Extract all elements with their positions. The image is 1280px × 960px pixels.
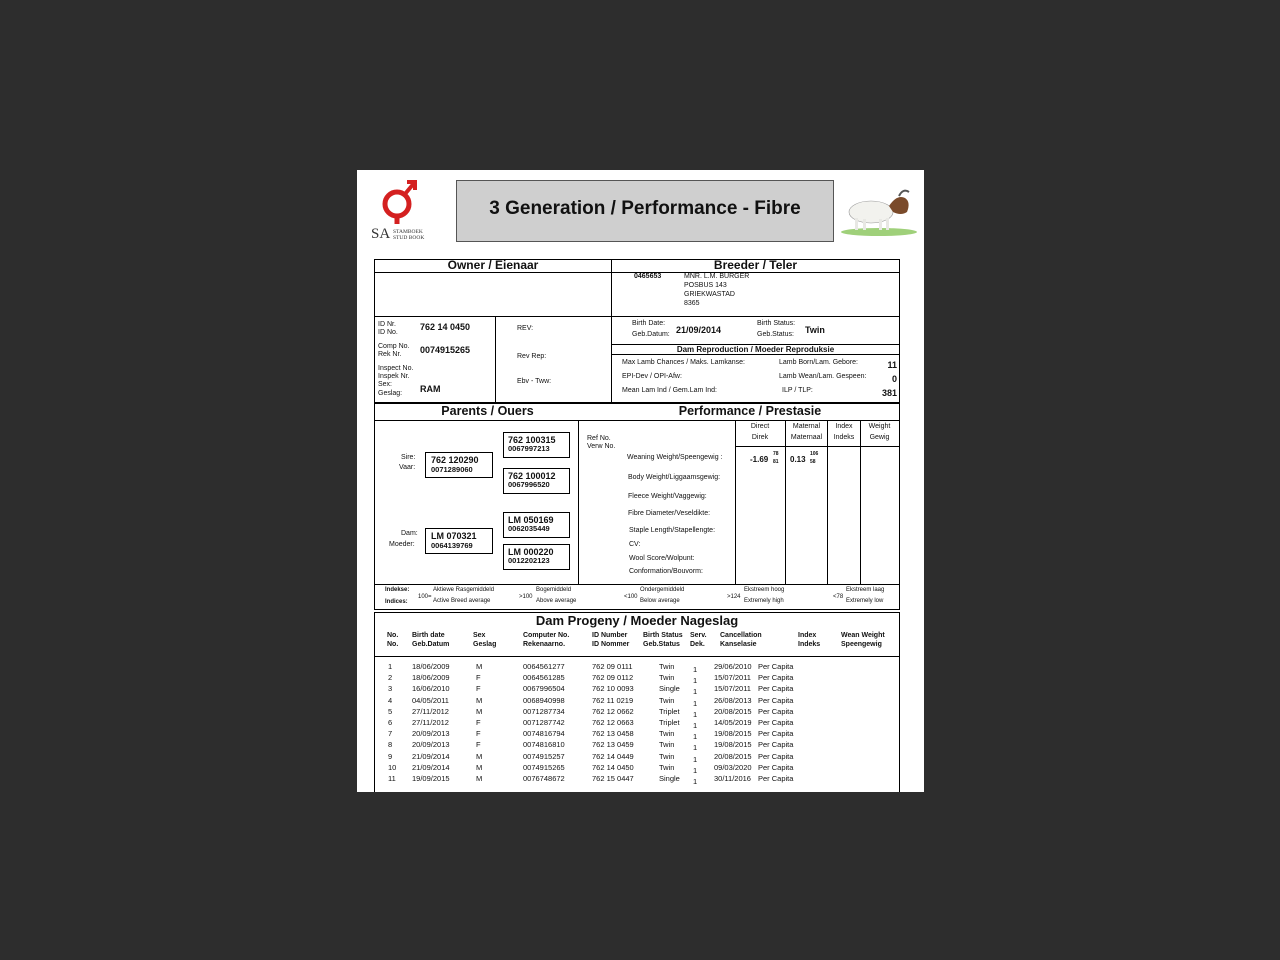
progeny-cancellation-date: 14/05/2019 <box>714 718 752 727</box>
progeny-id-number: 762 14 0450 <box>592 762 634 772</box>
parents-heading: Parents / Ouers <box>441 404 534 418</box>
progeny-birth-date: 04/05/2011 <box>412 695 449 705</box>
table-row <box>357 751 882 762</box>
legend-sym-0: 100= <box>418 594 432 600</box>
id-label1: ID Nr. <box>378 321 396 328</box>
col-serv: Serv. Dek. <box>690 632 707 648</box>
table-row <box>357 762 882 773</box>
progeny-sex: F <box>476 718 481 727</box>
legend-af-2: Ondergemiddeld <box>640 587 685 593</box>
progeny-no: 1 <box>388 662 393 671</box>
progeny-sex: M <box>476 751 483 761</box>
progeny-computer-no: 0074816810 <box>523 740 565 750</box>
progeny-cancellation-date: 09/03/2020 <box>714 762 752 772</box>
progeny-sex: F <box>476 684 481 694</box>
progeny-id-number: 762 11 0219 <box>592 695 634 705</box>
progeny-serv: 1 <box>693 765 698 775</box>
progeny-cancellation-reason: Per Capita <box>758 718 794 727</box>
col-index1: Index <box>835 423 853 430</box>
trait-fleece: Fleece Weight/Vaggewig: <box>628 493 707 500</box>
progeny-no: 5 <box>388 706 393 716</box>
legend-en-1: Above average <box>536 598 577 604</box>
birthdate-value: 21/09/2014 <box>676 325 722 335</box>
progeny-birth-date: 27/11/2012 <box>412 718 449 727</box>
progeny-cancellation-reason: Per Capita <box>758 684 794 694</box>
table-row <box>357 717 882 728</box>
col-weight1: Weight <box>868 423 891 430</box>
birthstatus-value: Twin <box>805 325 825 335</box>
trait-conformation: Conformation/Bouvorm: <box>629 568 703 575</box>
id-value: 762 14 0450 <box>420 322 471 332</box>
table-row <box>357 661 882 672</box>
progeny-id-number: 762 09 0112 <box>592 673 634 683</box>
title-box <box>456 180 834 242</box>
breeder-postcode: 8365 <box>684 300 700 307</box>
progeny-birth-date: 16/06/2010 <box>412 684 450 694</box>
legend-af-1: Bogemiddeld <box>536 587 572 593</box>
lamb-wean-value: 0 <box>891 374 897 384</box>
legend-en-3: Extremely high <box>744 598 784 604</box>
progeny-id-number: 762 13 0458 <box>592 729 634 739</box>
trait-wool: Wool Score/Wolpunt: <box>629 555 695 562</box>
progeny-cancellation-reason: Per Capita <box>758 706 794 716</box>
progeny-computer-no: 0064561277 <box>523 662 565 671</box>
progeny-sex: M <box>476 695 483 705</box>
progeny-serv: 1 <box>693 709 698 719</box>
progeny-birth-date: 18/06/2009 <box>412 673 450 683</box>
progeny-cancellation-date: 29/06/2010 <box>714 662 752 671</box>
sire-no: 0071289060 <box>431 465 473 474</box>
progeny-cancellation-date: 20/08/2015 <box>714 706 752 716</box>
progeny-cancellation-date: 20/08/2015 <box>714 751 752 761</box>
ref-label1: Ref No. <box>587 435 611 442</box>
col-sex: Sex Geslag <box>473 632 497 648</box>
progeny-cancellation-reason: Per Capita <box>758 662 794 671</box>
progeny-id-number: 762 13 0459 <box>592 740 634 750</box>
progeny-computer-no: 0071287742 <box>523 718 565 727</box>
progeny-no: 3 <box>388 684 393 694</box>
col-birthstatus: Birth Status Geb.Status <box>643 632 683 648</box>
progeny-no: 4 <box>388 695 393 705</box>
lamb-wean-label: Lamb Wean/Lam. Gespeen: <box>779 373 867 380</box>
trait-body: Body Weight/Liggaamsgewig: <box>628 474 721 481</box>
col-weight2: Gewig <box>869 434 890 441</box>
legend-en-2: Below average <box>640 598 680 604</box>
progeny-no: 6 <box>388 718 393 727</box>
trait-weaning: Weaning Weight/Speengewig : <box>627 454 723 461</box>
grandsire2-box <box>503 512 570 538</box>
logo-line1: STAMBOEK <box>393 229 423 235</box>
progeny-birth-date: 19/09/2015 <box>412 774 450 783</box>
progeny-heading: Dam Progeny / Moeder Nageslag <box>535 613 739 628</box>
table-row <box>357 695 882 706</box>
weaning-maternal: 0.13 <box>790 455 806 464</box>
progeny-computer-no: 0074915257 <box>523 751 565 761</box>
progeny-computer-no: 0074915265 <box>523 762 565 772</box>
legend-en-0: Active Breed average <box>433 598 491 604</box>
weaning-direct-sup2: 81 <box>773 459 779 465</box>
col-maternal1: Maternal <box>792 423 821 430</box>
comp-label2: Rek Nr. <box>378 351 402 358</box>
progeny-cancellation-reason: Per Capita <box>758 729 794 739</box>
legend-label2: Indices: <box>385 599 408 605</box>
certificate-page <box>357 170 924 792</box>
dam-repro-heading: Dam Reproduction / Moeder Reproduksie <box>676 345 835 354</box>
progeny-birth-status: Twin <box>659 762 675 772</box>
progeny-birth-status: Twin <box>659 740 675 750</box>
comp-label1: Comp No. <box>378 343 410 350</box>
logo-symbol-icon <box>379 180 419 224</box>
ref-label2: Verw No. <box>587 443 616 450</box>
weaning-maternal-sup1: 106 <box>810 451 819 457</box>
granddam1-id: 762 100012 <box>508 471 556 481</box>
progeny-sex: F <box>476 673 481 683</box>
grandsire1-id: 762 100315 <box>508 435 556 445</box>
weaning-direct-sup1: 78 <box>773 451 779 457</box>
progeny-birth-date: 21/09/2014 <box>412 762 450 772</box>
birthdate-label1: Birth Date: <box>632 320 666 327</box>
dam-label1: Dam: <box>401 530 418 537</box>
progeny-birth-status: Twin <box>659 662 675 671</box>
lamb-born-value: 11 <box>887 360 897 370</box>
col-birthdate: Birth date Geb.Datum <box>412 632 450 648</box>
legend-label1: Indekse: <box>385 587 410 593</box>
progeny-birth-date: 20/09/2013 <box>412 729 450 739</box>
ilp-label: ILP / TLP: <box>782 387 813 394</box>
owner-heading: Owner / Eienaar <box>447 258 539 272</box>
progeny-birth-status: Twin <box>659 751 675 761</box>
breeder-address1: POSBUS 143 <box>684 282 727 289</box>
legend-af-3: Ekstreem hoog <box>744 587 785 593</box>
logo-letters: SA <box>371 226 391 242</box>
progeny-cancellation-reason: Per Capita <box>758 762 794 772</box>
sex-value: RAM <box>420 384 441 394</box>
table-row <box>357 672 882 686</box>
progeny-computer-no: 0074816794 <box>523 729 565 739</box>
progeny-cancellation-reason: Per Capita <box>758 751 794 761</box>
progeny-computer-no: 0067996504 <box>523 684 565 694</box>
table-row <box>357 739 882 753</box>
progeny-cancellation-date: 15/07/2011 <box>714 684 751 694</box>
col-weanweight: Wean Weight Speengewig <box>841 632 885 648</box>
progeny-sex: F <box>476 729 481 739</box>
progeny-computer-no: 0068940998 <box>523 695 565 705</box>
col-idnumber: ID Number ID Nommer <box>592 632 630 648</box>
granddam2-no: 0012202123 <box>508 556 550 565</box>
progeny-serv: 1 <box>693 754 698 764</box>
birthstatus-label1: Birth Status: <box>757 320 796 327</box>
progeny-cancellation-date: 15/07/2011 <box>714 673 751 683</box>
id-label2: ID No. <box>378 329 398 336</box>
legend-af-0: Aktiewe Rasgemiddeld <box>433 587 495 593</box>
progeny-id-number: 762 12 0662 <box>592 706 634 716</box>
progeny-cancellation-reason: Per Capita <box>758 695 794 705</box>
col-index: Index Indeks <box>798 632 821 648</box>
revrep-label: Rev Rep: <box>517 353 547 360</box>
breeder-heading: Breeder / Teler <box>713 258 798 272</box>
progeny-birth-status: Single <box>659 684 680 694</box>
granddam2-box <box>503 544 570 570</box>
progeny-header-row <box>357 630 924 656</box>
page-title: 3 Generation / Performance - Fibre <box>489 198 801 219</box>
progeny-computer-no: 0064561285 <box>523 673 565 683</box>
progeny-cancellation-date: 30/11/2016 <box>714 774 751 783</box>
col-index2: Indeks <box>833 434 855 441</box>
breeder-address2: GRIEKWASTAD <box>684 291 735 298</box>
sire-box <box>425 452 493 478</box>
grandsire1-box <box>503 432 570 458</box>
granddam1-box <box>503 468 570 494</box>
mean-lamb-label: Mean Lam Ind / Gem.Lam Ind: <box>622 387 717 394</box>
progeny-serv: 1 <box>693 721 698 730</box>
progeny-sex: M <box>476 706 483 716</box>
col-maternal2: Maternaal <box>790 434 823 441</box>
col-cancellation: Cancellation Kanselasie <box>720 632 762 648</box>
sire-label2: Vaar: <box>399 464 416 471</box>
legend-sym-3: >124 <box>727 594 741 600</box>
progeny-no: 11 <box>388 774 396 783</box>
progeny-birth-date: 20/09/2013 <box>412 740 450 750</box>
progeny-birth-date: 21/09/2014 <box>412 751 450 761</box>
max-lamb-label: Max Lamb Chances / Maks. Lamkanse: <box>622 359 745 366</box>
trait-diameter: Fibre Diameter/Veseldikte: <box>628 510 711 517</box>
ilp-value: 381 <box>881 388 897 398</box>
birthdate-label2: Geb.Datum: <box>632 331 670 338</box>
legend-en-4: Extremely low <box>846 598 884 604</box>
col-direct1: Direct <box>750 423 770 430</box>
progeny-cancellation-date: 19/08/2015 <box>714 740 752 750</box>
progeny-no: 9 <box>388 751 393 761</box>
progeny-cancellation-reason: Per Capita <box>758 774 794 783</box>
progeny-no: 2 <box>388 673 393 683</box>
sex-label2: Geslag: <box>378 390 403 397</box>
ebv-label: Ebv - Tww: <box>517 378 552 385</box>
epi-label: EPI-Dev / OPI-Afw: <box>622 373 682 380</box>
progeny-serv: 1 <box>693 687 698 697</box>
progeny-birth-status: Twin <box>659 695 675 705</box>
grandsire2-id: LM 050169 <box>508 515 554 525</box>
table-row <box>357 683 882 697</box>
table-row <box>357 728 882 742</box>
trait-staple: Staple Length/Stapellengte: <box>629 527 716 534</box>
breeder-code: 0465653 <box>634 273 662 280</box>
grandsire1-no: 0067997213 <box>508 444 550 453</box>
progeny-sex: M <box>476 662 483 671</box>
goat-icon <box>839 184 919 236</box>
progeny-birth-status: Triplet <box>659 718 680 727</box>
legend-sym-1: >100 <box>519 594 533 600</box>
dam-label2: Moeder: <box>389 541 415 548</box>
progeny-id-number: 762 10 0093 <box>592 684 634 694</box>
sire-label1: Sire: <box>401 454 416 461</box>
trait-cv: CV: <box>629 541 641 548</box>
progeny-birth-status: Triplet <box>659 706 680 716</box>
granddam2-id: LM 000220 <box>508 547 554 557</box>
performance-heading: Performance / Prestasie <box>678 404 822 418</box>
progeny-cancellation-date: 19/08/2015 <box>714 729 752 739</box>
dam-box <box>425 528 493 554</box>
weaning-direct: -1.69 <box>750 455 769 464</box>
progeny-computer-no: 0071287734 <box>523 706 565 716</box>
dam-no: 0064139769 <box>431 541 473 550</box>
inspect-label1: Inspect No. <box>378 365 414 372</box>
progeny-cancellation-date: 26/08/2013 <box>714 695 752 705</box>
table-row <box>357 706 882 717</box>
progeny-birth-status: Single <box>659 774 680 783</box>
progeny-computer-no: 0076748672 <box>523 774 565 783</box>
rev-label: REV: <box>517 325 534 332</box>
legend-sym-2: <100 <box>624 594 638 600</box>
progeny-rows <box>357 661 924 791</box>
progeny-birth-status: Twin <box>659 673 675 683</box>
breeder-name: MNR. L.M. BURGER <box>684 273 750 280</box>
lamb-born-label: Lamb Born/Lam. Gebore: <box>779 359 858 366</box>
col-no: No. No. <box>387 632 399 648</box>
table-row <box>357 773 882 784</box>
progeny-no: 10 <box>388 762 397 772</box>
sa-studbook-logo <box>369 180 439 244</box>
progeny-id-number: 762 14 0449 <box>592 751 634 761</box>
progeny-serv: 1 <box>693 676 698 686</box>
sex-label1: Sex: <box>378 381 393 388</box>
progeny-serv: 1 <box>693 698 698 708</box>
weaning-maternal-sup2: 58 <box>810 459 816 465</box>
grandsire2-no: 0062035449 <box>508 524 550 533</box>
progeny-serv: 1 <box>693 777 698 786</box>
progeny-birth-status: Twin <box>659 729 675 739</box>
legend-sym-4: <78 <box>833 594 844 600</box>
inspect-label2: Inspek Nr. <box>378 373 410 380</box>
progeny-birth-date: 18/06/2009 <box>412 662 450 671</box>
progeny-sex: M <box>476 774 483 783</box>
progeny-serv: 1 <box>693 665 698 674</box>
birthstatus-label2: Geb.Status: <box>757 331 794 338</box>
progeny-id-number: 762 12 0663 <box>592 718 634 727</box>
progeny-serv: 1 <box>693 743 698 753</box>
progeny-birth-date: 27/11/2012 <box>412 706 449 716</box>
col-compno: Computer No. Rekenaarno. <box>523 632 570 648</box>
progeny-id-number: 762 15 0447 <box>592 774 634 783</box>
granddam1-no: 0067996520 <box>508 480 550 489</box>
progeny-sex: F <box>476 740 481 750</box>
col-direct2: Direk <box>751 434 769 441</box>
progeny-no: 8 <box>388 740 393 750</box>
progeny-serv: 1 <box>693 732 698 742</box>
progeny-cancellation-reason: Per Capita <box>758 740 794 750</box>
logo-line2: STUD BOOK <box>393 235 425 241</box>
sire-id: 762 120290 <box>431 455 479 465</box>
progeny-sex: M <box>476 762 483 772</box>
progeny-id-number: 762 09 0111 <box>592 662 633 671</box>
comp-value: 0074915265 <box>420 345 471 355</box>
progeny-no: 7 <box>388 729 393 739</box>
dam-id: LM 070321 <box>431 531 477 541</box>
progeny-cancellation-reason: Per Capita <box>758 673 794 683</box>
legend-af-4: Ekstreem laag <box>846 587 885 593</box>
